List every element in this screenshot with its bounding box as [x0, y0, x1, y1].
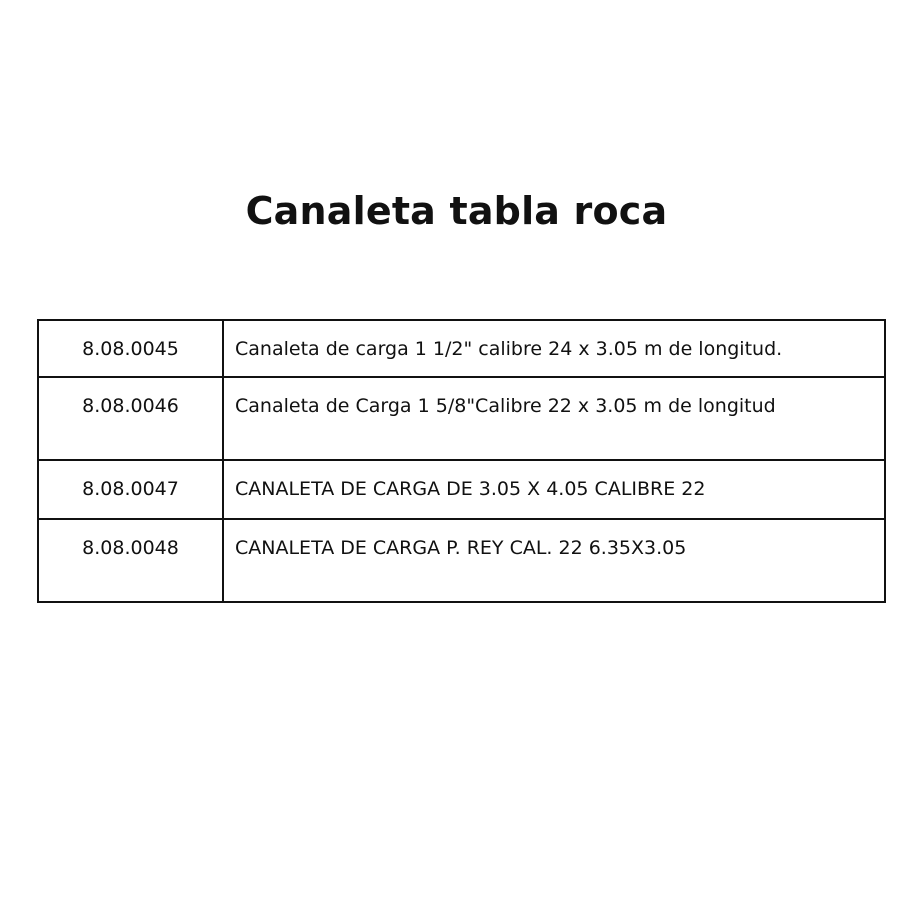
product-table	[37, 319, 886, 603]
product-description-cell: Canaleta de Carga 1 5/8"Calibre 22 x 3.05 m de longitud	[223, 377, 885, 460]
table-row	[38, 460, 885, 519]
table-row	[38, 519, 885, 602]
table-row	[38, 320, 885, 377]
table-row	[38, 377, 885, 460]
product-description-cell: CANALETA DE CARGA P. REY CAL. 22 6.35X3.05	[223, 519, 885, 602]
page-title: Canaleta tabla roca	[245, 189, 668, 233]
product-description-cell: CANALETA DE CARGA DE 3.05 X 4.05 CALIBRE 22	[223, 460, 885, 519]
product-code-cell: 8.08.0048	[38, 519, 223, 602]
product-code-cell: 8.08.0047	[38, 460, 223, 519]
product-description-cell: Canaleta de carga 1 1/2" calibre 24 x 3.05 m de longitud.	[223, 320, 885, 377]
product-code-cell: 8.08.0045	[38, 320, 223, 377]
product-code-cell: 8.08.0046	[38, 377, 223, 460]
